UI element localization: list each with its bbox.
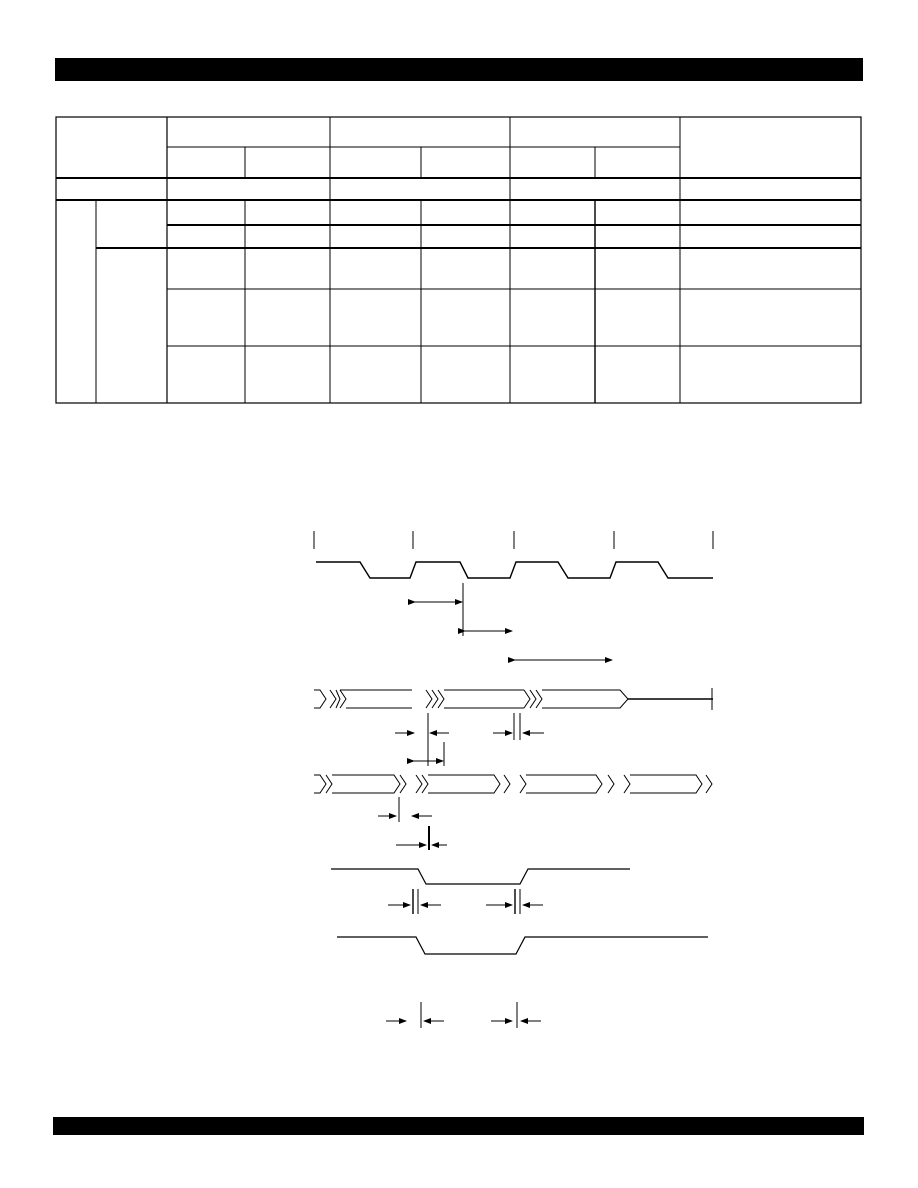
strobe-2-waveform (337, 937, 708, 954)
bus-b-waveform (314, 775, 712, 793)
bus-a-waveform (314, 688, 713, 710)
strobe-1-waveform (331, 869, 630, 884)
footer-bar (53, 1117, 864, 1135)
clock-waveform (316, 562, 713, 578)
